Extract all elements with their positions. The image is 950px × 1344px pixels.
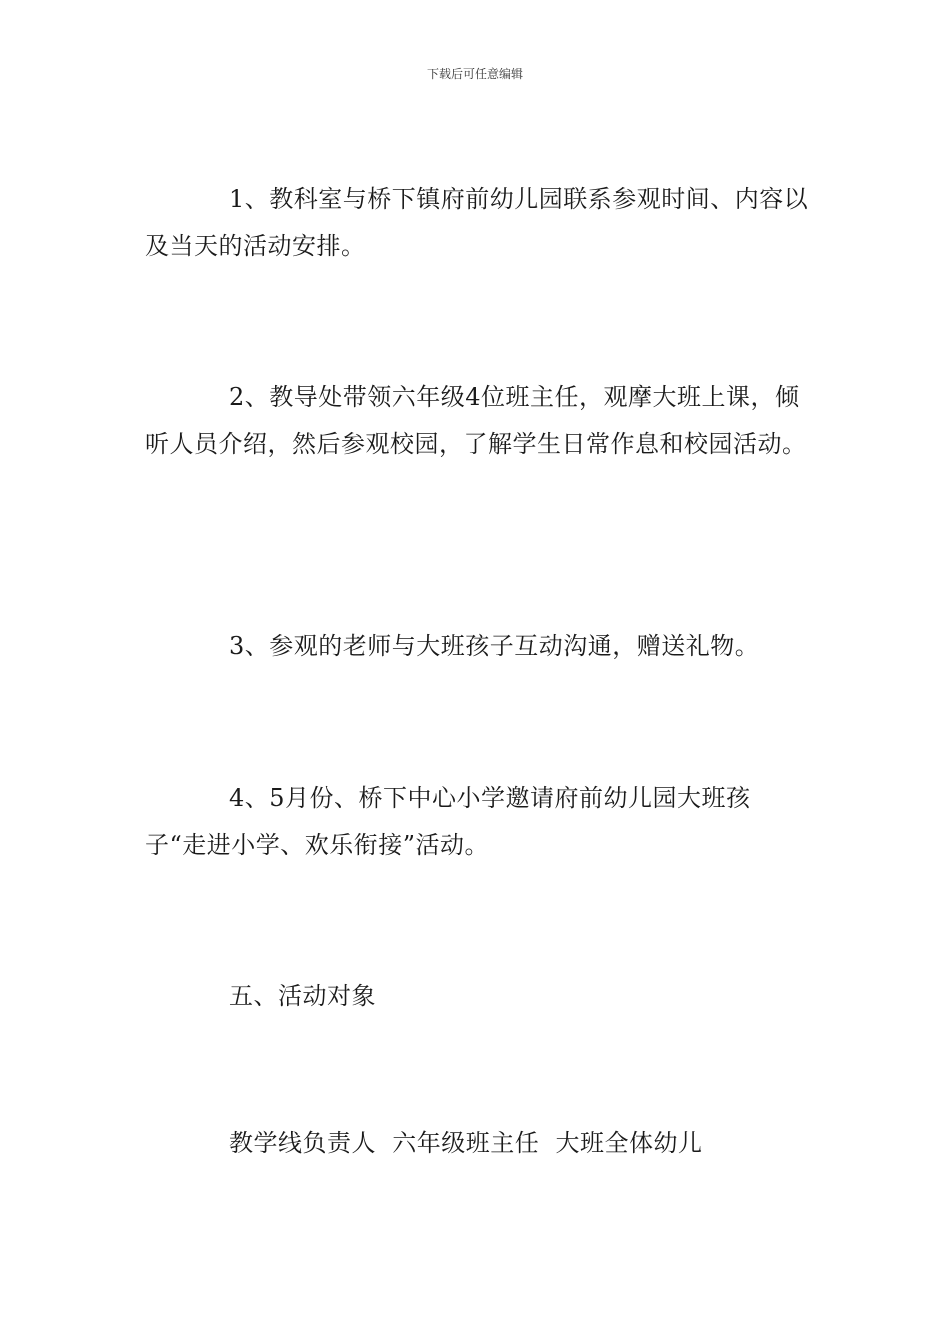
paragraph-item-3: 3、参观的老师与大班孩子互动沟通，赠送礼物。 [229,632,760,660]
paragraph-item-2: 2、教导处带领六年级4位班主任，观摩大班上课，倾听人员介绍，然后参观校园，了解学生日常作息和校园活动。 [145,383,807,458]
paragraph-target-list: 教学线负责人 六年级班主任 大班全体幼儿 [229,1129,703,1157]
paragraph-item-4: 4、5月份、桥下中心小学邀请府前幼儿园大班孩子“走进小学、欢乐衔接”活动。 [145,784,751,859]
section-heading-activity-target: 五、活动对象 [229,982,376,1010]
paragraph-item-1: 1、教科室与桥下镇府前幼儿园联系参观时间、内容以及当天的活动安排。 [145,185,809,260]
header-note: 下载后可任意编辑 [426,67,523,81]
